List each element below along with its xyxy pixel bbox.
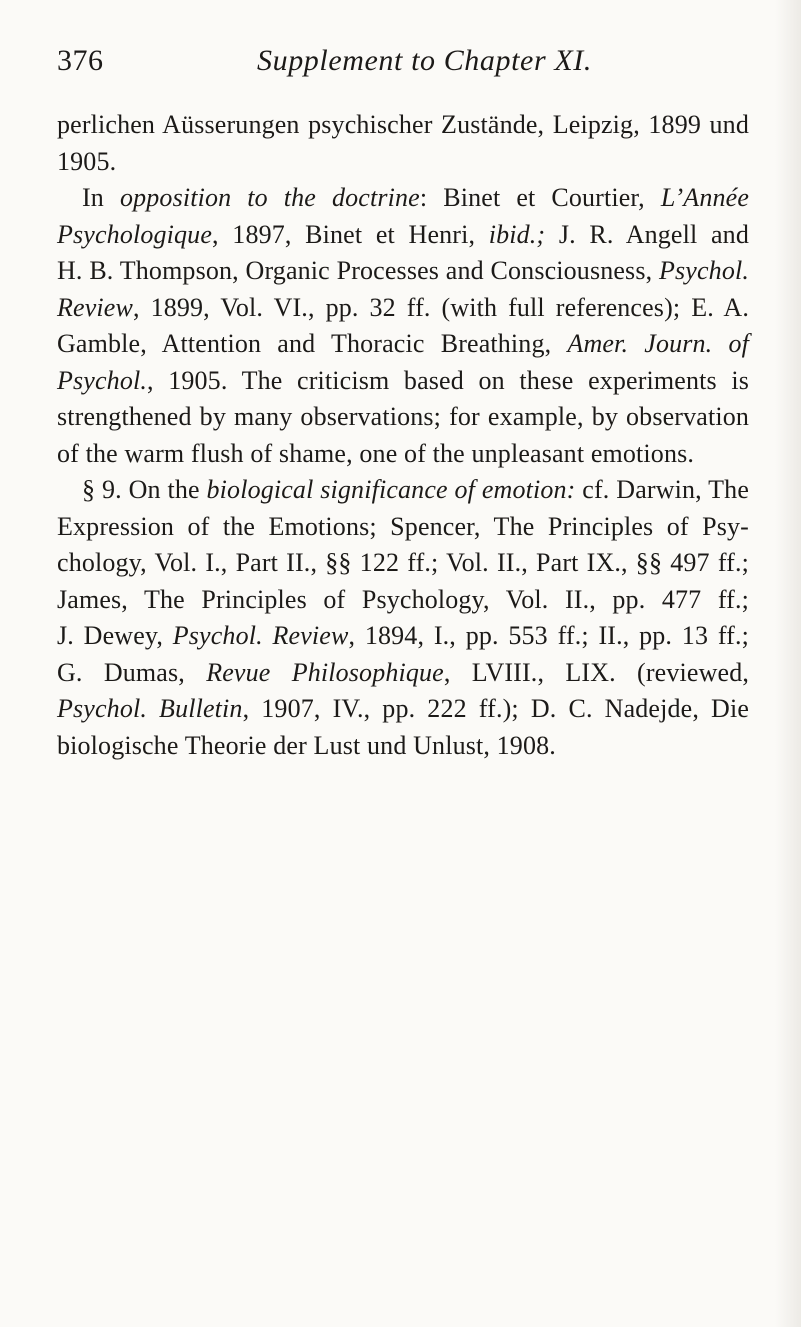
text-line: James, The Principles of Psychology, Vol. II., pp. 477 ff.; [57,584,749,614]
body-text [57,107,749,764]
text-line: G. Dumas, Revue Philosophique, LVIII., LIX. (reviewed, [57,657,749,687]
text-line: biologische Theorie der Lust und Unlust, 1908. [57,730,556,760]
page-header [57,44,747,86]
text-line: Review, 1899, Vol. VI., pp. 32 ff. (with full references); E. A. [57,292,749,322]
text-line: chology, Vol. I., Part II., §§ 122 ff.; Vol. II., Part IX., §§ 497 ff.; [57,548,749,577]
text-line: perlichen Aüsserungen psychischer Zustände, Leipzig, 1899 und [57,110,749,139]
text-line: Psychologique, 1897, Binet et Henri, ibid.; J. R. Angell and [57,219,749,249]
page-edge-shadow [775,0,801,1327]
text-line: Psychol., 1905. The criticism based on these experiments is [57,365,749,395]
running-head: Supplement to Chapter XI. [257,44,592,77]
text-line: J. Dewey, Psychol. Review, 1894, I., pp. 553 ff.; II., pp. 13 ff.; [57,621,750,650]
paragraph-opposition: In opposition to the doctrine: Binet et Courtier, L’Année [82,183,750,212]
text-line: Psychol. Bulletin, 1907, IV., pp. 222 ff.); D. C. Nadejde, Die [57,694,750,723]
text-line: H. B. Thompson, Organic Processes and Consciousness, Psychol. [57,256,749,285]
page-number: 376 [57,44,104,77]
text-line: Gamble, Attention and Thoracic Breathing, Amer. Journ. of [57,329,749,358]
text-line: of the warm flush of shame, one of the unpleasant emotions. [57,438,695,468]
paragraph-section-9: § 9. On the biological significance of emotion: cf. Darwin, The [82,475,750,504]
text-line: 1905. [57,146,117,176]
text-line: Expression of the Emotions; Spencer, The Principles of Psy- [57,511,749,541]
text-line: strengthened by many observations; for example, by observation [57,402,749,431]
